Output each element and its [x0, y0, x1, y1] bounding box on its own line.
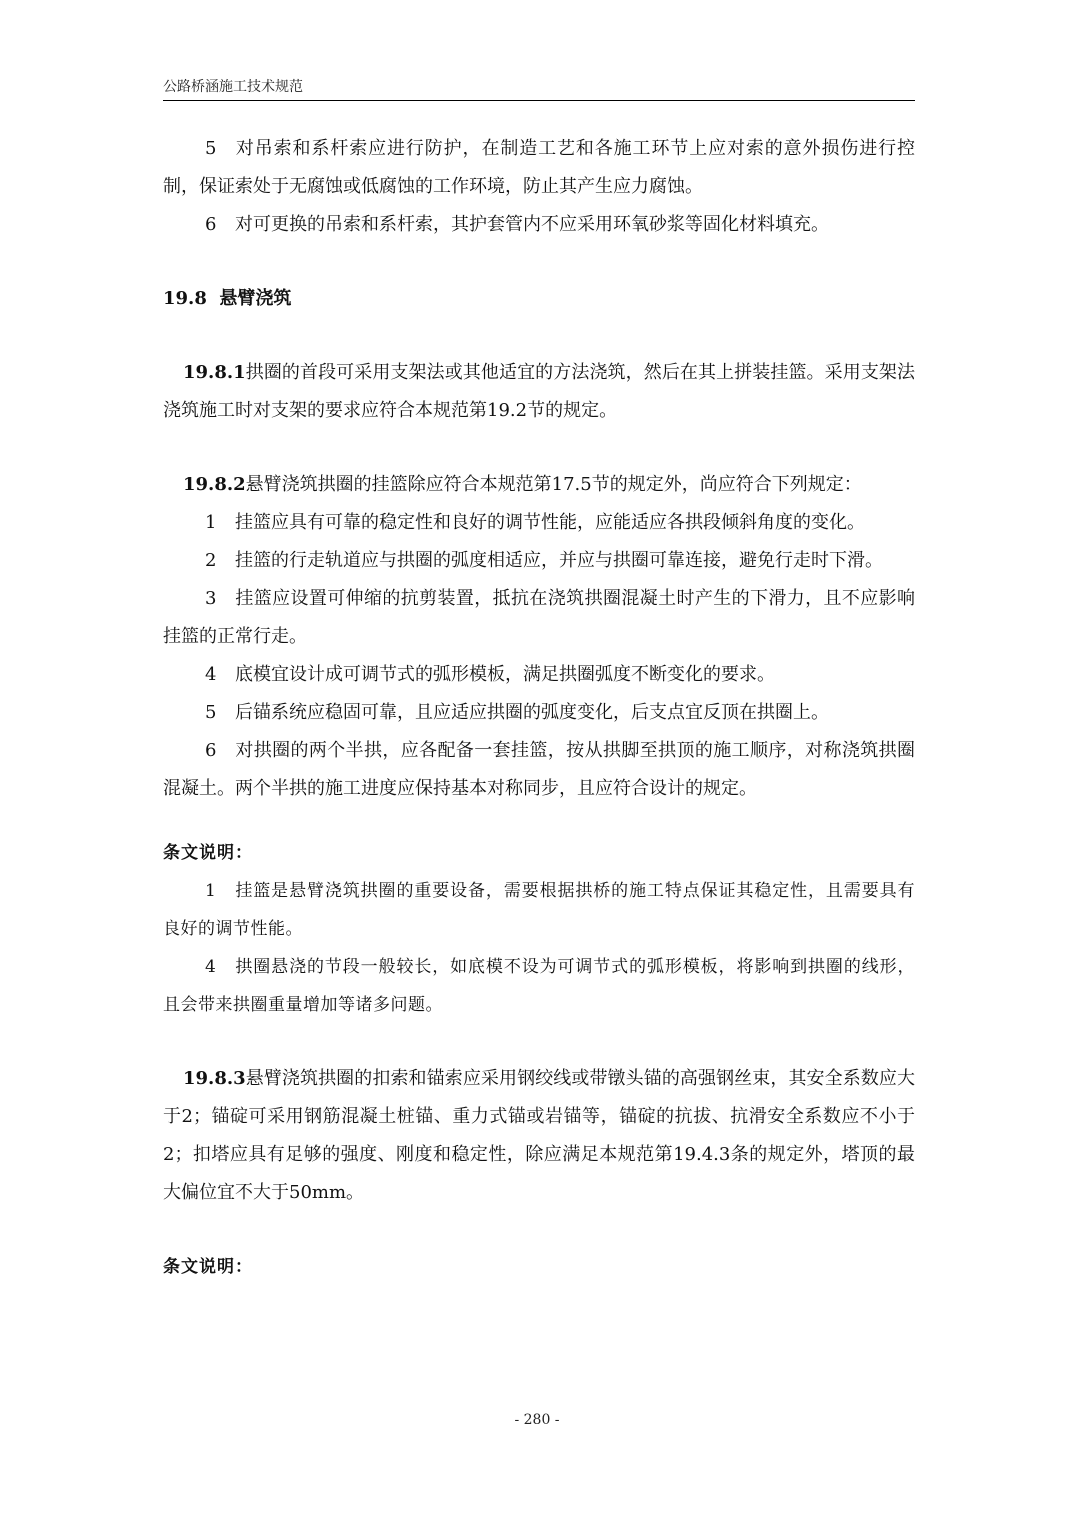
clause-3-explanation-title: 条文说明： — [163, 1257, 253, 1277]
item-number: 4 — [205, 957, 217, 977]
header-title: 公路桥涵施工技术规范 — [163, 79, 303, 95]
item-text: 挂篮的行走轨道应与拱圈的弧度相适应，并应与拱圈可靠连接，避免行走时下滑。 — [235, 550, 883, 571]
item-text: 对可更换的吊索和系杆索，其护套管内不应采用环氧砂浆等固化材料填充。 — [235, 214, 829, 235]
running-header — [163, 78, 915, 101]
page-content — [163, 130, 915, 1286]
section-number: 19.8 — [163, 288, 207, 309]
clause-2-explanation — [163, 834, 915, 1024]
clause-2-item-3 — [163, 580, 915, 656]
clause-text: 拱圈的首段可采用支架法或其他适宜的方法浇筑，然后在其上拼装挂篮。采用支架法浇筑施工时对支架的要求应符合本规范第19.2节的规定。 — [163, 362, 915, 421]
section-heading — [163, 280, 915, 318]
clause-number: 19.8.2 — [183, 474, 246, 495]
item-text: 挂篮应具有可靠的稳定性和良好的调节性能，应能适应各拱段倾斜角度的变化。 — [235, 512, 865, 533]
item-number: 5 — [205, 702, 217, 723]
item-text: 挂篮应设置可伸缩的抗剪装置，抵抗在浇筑拱圈混凝土时产生的下滑力，且不应影响挂篮的正常行走。 — [163, 588, 915, 647]
explanation-item-1 — [163, 872, 915, 948]
intro-item-5 — [163, 130, 915, 206]
clause-2-item-1 — [163, 504, 915, 542]
intro-item-6 — [163, 206, 915, 244]
item-number: 3 — [205, 588, 217, 609]
explanation-title: 条文说明： — [163, 843, 253, 863]
item-text: 对拱圈的两个半拱，应各配备一套挂篮，按从拱脚至拱顶的施工顺序，对称浇筑拱圈混凝土。两个半拱的施工进度应保持基本对称同步，且应符合设计的规定。 — [163, 740, 915, 799]
item-number: 4 — [205, 664, 217, 685]
clause-2-item-2 — [163, 542, 915, 580]
section-title: 悬臂浇筑 — [219, 288, 292, 309]
item-number: 6 — [205, 214, 217, 235]
explanation-item-4 — [163, 948, 915, 1024]
clause-2-item-5 — [163, 694, 915, 732]
item-number: 2 — [205, 550, 217, 571]
clause-19-8-1 — [163, 354, 915, 430]
clause-2-item-4 — [163, 656, 915, 694]
item-text: 挂篮是悬臂浇筑拱圈的重要设备，需要根据拱桥的施工特点保证其稳定性，且需要具有良好的调节性能。 — [163, 881, 915, 939]
clause-2-item-6 — [163, 732, 915, 808]
page-number: - 280 - — [514, 1412, 560, 1428]
item-number: 1 — [205, 881, 217, 901]
item-number: 1 — [205, 512, 217, 533]
item-text: 后锚系统应稳固可靠，且应适应拱圈的弧度变化，后支点宜反顶在拱圈上。 — [235, 702, 829, 723]
item-number: 6 — [205, 740, 217, 761]
item-number: 5 — [205, 138, 217, 159]
item-text: 底模宜设计成可调节式的弧形模板，满足拱圈弧度不断变化的要求。 — [235, 664, 775, 685]
clause-19-8-2 — [163, 466, 915, 504]
clause-19-8-3 — [163, 1060, 915, 1212]
clause-text: 悬臂浇筑拱圈的挂篮除应符合本规范第17.5节的规定外，尚应符合下列规定： — [245, 474, 862, 495]
clause-number: 19.8.1 — [183, 362, 246, 383]
clause-number: 19.8.3 — [183, 1068, 246, 1089]
item-text: 对吊索和系杆索应进行防护，在制造工艺和各施工环节上应对索的意外损伤进行控制，保证索处于无腐蚀或低腐蚀的工作环境，防止其产生应力腐蚀。 — [163, 138, 915, 197]
clause-text: 悬臂浇筑拱圈的扣索和锚索应采用钢绞线或带镦头锚的高强钢丝束，其安全系数应大于2；锚碇可采用钢筋混凝土桩锚、重力式锚或岩锚等，锚碇的抗拔、抗滑安全系数应不小于2；扣塔应具有足够的强度、刚度和稳定性，除应满足本规范第19.4.3条的规定外，塔顶的最大偏位宜不大于50mm。 — [163, 1068, 915, 1203]
item-text: 拱圈悬浇的节段一般较长，如底模不设为可调节式的弧形模板，将影响到拱圈的线形，且会带来拱圈重量增加等诸多问题。 — [163, 957, 915, 1015]
